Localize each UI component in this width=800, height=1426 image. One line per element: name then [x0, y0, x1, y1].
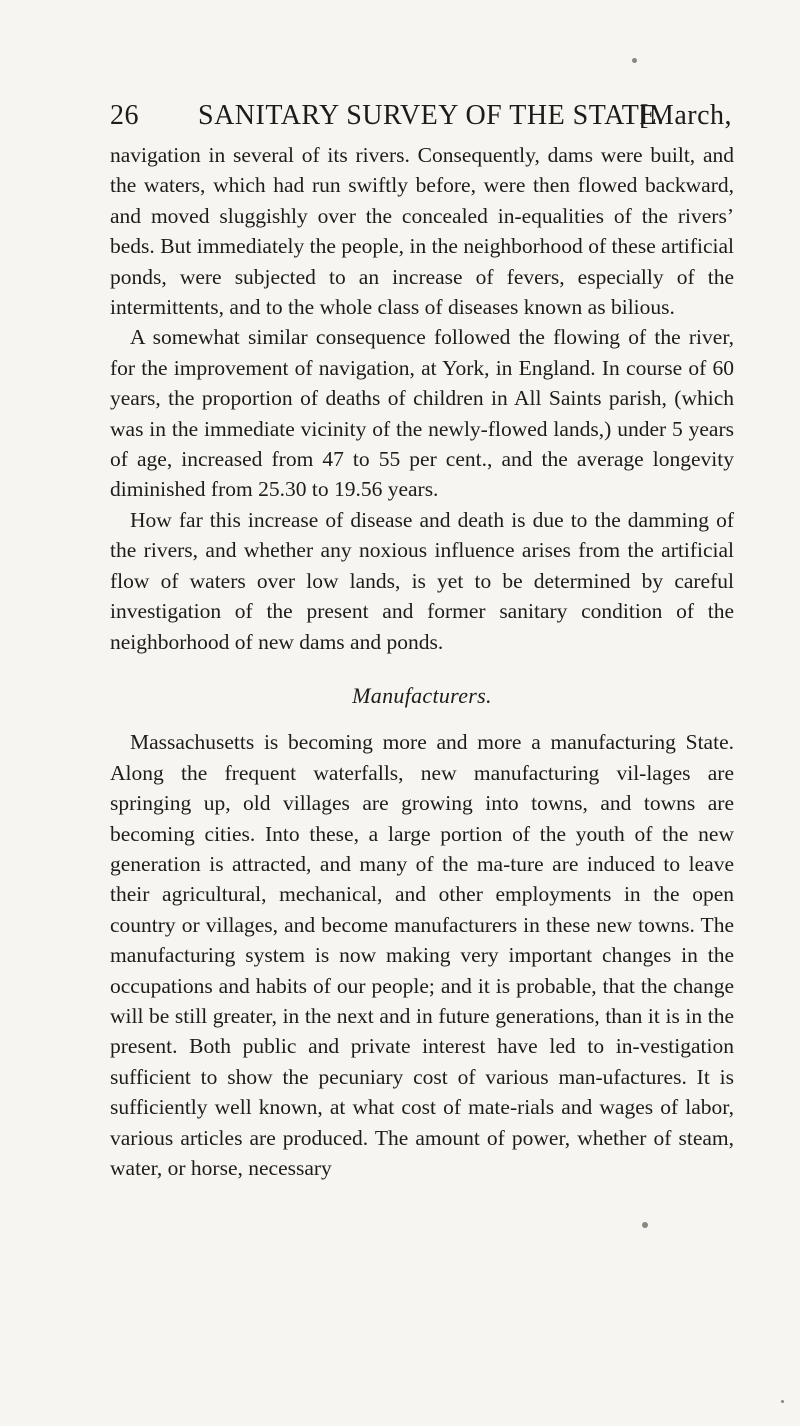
paragraph-navigation: navigation in several of its rivers. Consequently, dams were built, and the waters, which had run swiftly before, were then flowed backward, and moved sluggishly over the concealed in-equalities of the rivers’ beds. But immediately the people, in the neighborhood of these artificial ponds, were subjected to an increase of fevers, especially of the intermittents, and to the whole class of diseases known as bilious. — [110, 143, 734, 320]
running-head — [110, 96, 732, 136]
section-heading: Manufacturers. — [352, 682, 492, 708]
paragraph-damming: How far this increase of disease and death is due to the damming of the rivers, and whether any noxious influence arises from the artificial flow of waters over low lands, is yet to be determined by careful investigation of the present and former sanitary condition of the neighborhood of new dams and ponds. — [110, 507, 734, 654]
paragraph-manufacturers: Massachusetts is becoming more and more a manufacturing State. Along the frequent waterfalls, new manufacturing vil-lages are springing up, old villages are growing into towns, and towns are becoming cities. Into these, a large portion of the youth of the new generation is attracted, and many of the ma-ture are induced to leave their agricultural, mechanical, and other employments in the open country or villages, and become manufacturers in these new towns. The manufacturing system is now making very important changes in the occupations and habits of our people; and it is probable, that the change will be still greater, in the next and in future generations, than it is in the present. Both public and private interest have led to in-vestigation sufficient to show the pecuniary cost of various man-ufactures. It is sufficiently well known, at what cost of mate-rials and wages of labor, various articles are produced. The amount of power, whether of steam, water, or horse, necessary — [110, 730, 734, 1180]
running-date: [March, — [639, 100, 732, 131]
page-number: 26 — [110, 100, 139, 131]
running-title: SANITARY SURVEY OF THE STATE. — [198, 100, 665, 131]
body-text — [110, 140, 734, 1183]
ink-speck — [642, 1222, 648, 1228]
ink-speck — [632, 58, 637, 63]
paragraph-york: A somewhat similar consequence followed the flowing of the river, for the improvement of navigation, at York, in England. In course of 60 years, the proportion of deaths of children in All Saints parish, (which was in the immediate vicinity of the newly-flowed lands,) under 5 years of age, increased from 47 to 55 per cent., and the average longevity diminished from 25.30 to 19.56 years. — [110, 325, 734, 502]
ink-speck — [781, 1400, 784, 1403]
